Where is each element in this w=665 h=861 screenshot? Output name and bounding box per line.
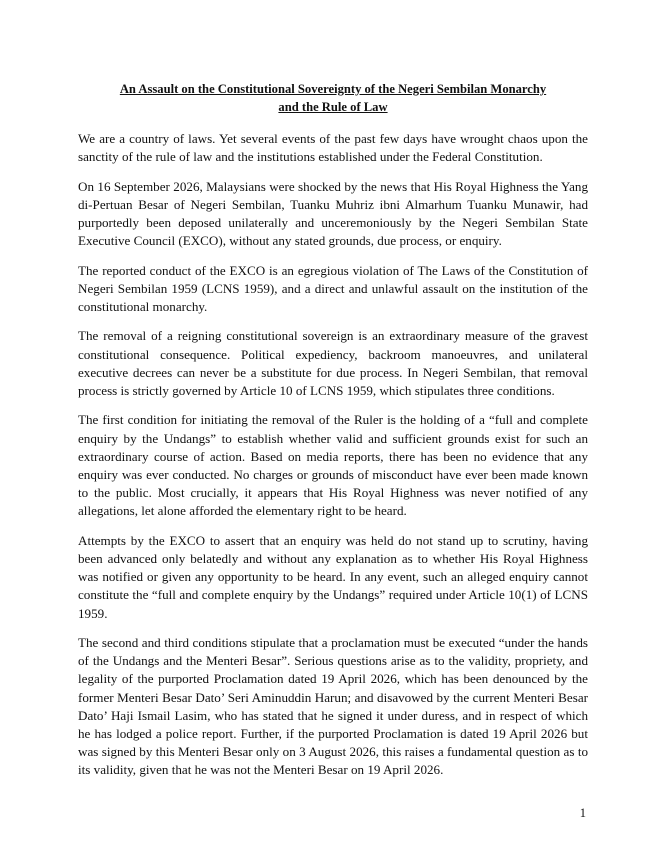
document-page [78, 80, 588, 791]
paragraph-2: On 16 September 2026, Malaysians were shocked by the news that His Royal Highness the Yang di-Pertuan Besar of Negeri Sembilan, Tuanku Muhriz ibni Almarhum Tuanku Munawir, had purportedly been deposed unilaterally and unceremoniously by the Negeri Sembilan State Executive Council (EXCO), without any stated grounds, due process, or enquiry. [78, 178, 588, 249]
paragraph-6: Attempts by the EXCO to assert that an enquiry was held do not stand up to scrutiny, having been advanced only belatedly and without any explanation as to whether His Royal Highness was notified or given any opportunity to be heard. In any event, such an alleged enquiry cannot constitute the “full and complete enquiry by the Undangs” required under Article 10(1) of LCNS 1959. [78, 532, 588, 621]
title-line-2: and the Rule of Law [278, 100, 388, 114]
paragraph-4: The removal of a reigning constitutional sovereign is an extraordinary measure of the gravest constitutional consequence. Political expediency, backroom manoeuvres, and unilateral executive decrees can never be a substitute for due process. In Negeri Sembilan, that removal process is strictly governed by Article 10 of LCNS 1959, which stipulates three conditions. [78, 328, 588, 398]
paragraph-5: The first condition for initiating the removal of the Ruler is the holding of a “full and complete enquiry by the Undangs” to establish whether valid and sufficient grounds exist for such an extraordinary course of action. Based on media reports, there has been no evidence that any enquiry was ever conducted. No charges or grounds of misconduct have ever been made known to the public. Most crucially, it appears that His Royal Highness was never notified of any allegations, let alone afforded the elementary right to be heard. [78, 412, 588, 519]
title-line-1: An Assault on the Constitutional Sovereignty of the Negeri Sembilan Monarchy [119, 82, 547, 96]
document-title [78, 80, 588, 116]
page-number: 1 [579, 806, 586, 820]
paragraph-3: The reported conduct of the EXCO is an egregious violation of The Laws of the Constitution of Negeri Sembilan 1959 (LCNS 1959), and a direct and unlawful assault on the institution of the constitutional monarchy. [78, 262, 588, 314]
paragraph-7: The second and third conditions stipulate that a proclamation must be executed “under the hands of the Undangs and the Menteri Besar”. Serious questions arise as to the validity, propriety, and legality of the purported Proclamation dated 19 April 2026, which has been denounced by the former Menteri Besar Dato’ Seri Aminuddin Harun; and disavowed by the current Menteri Besar Dato’ Haji Ismail Lasim, who has stated that he signed it under duress, and in respect of which he has lodged a police report. Further, if the purported Proclamation is dated 19 April 2026 but was signed by this Menteri Besar only on 3 August 2026, this raises a fundamental question as to its validity, given that he was not the Menteri Besar on 19 April 2026. [78, 635, 588, 778]
paragraph-1: We are a country of laws. Yet several events of the past few days have wrought chaos upon the sanctity of the rule of law and the institutions established under the Federal Constitution. [78, 131, 588, 165]
